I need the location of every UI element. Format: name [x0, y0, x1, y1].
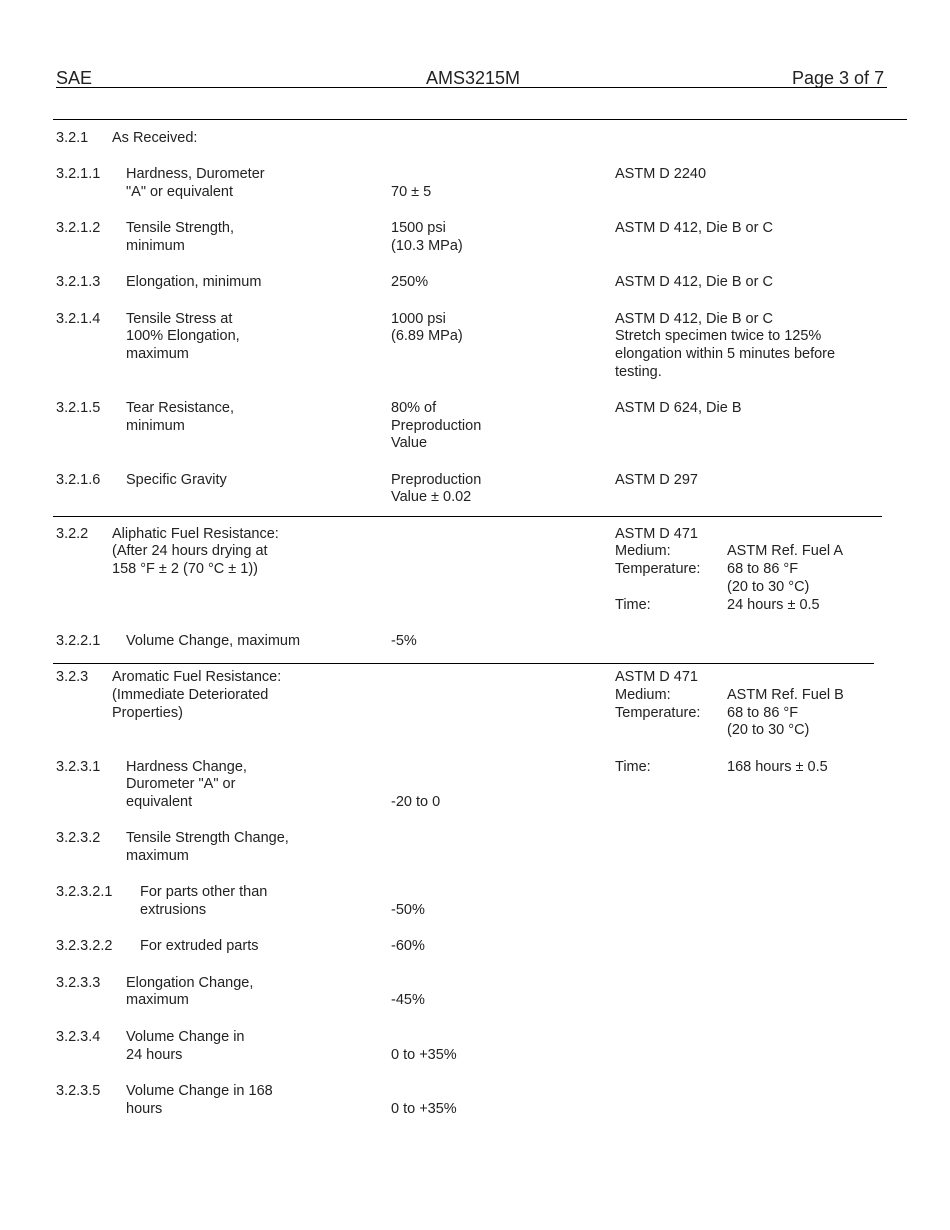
section-title: Aromatic Fuel Resistance: [112, 669, 282, 685]
requirement-label: extrusions [140, 902, 207, 918]
condition-value: (20 to 30 °C) [727, 579, 810, 595]
section-number: 3.2.3.1 [56, 759, 101, 775]
section-subtitle: (After 24 hours drying at [112, 543, 268, 559]
requirement-label: 24 hours [126, 1047, 183, 1063]
test-method: ASTM D 471 [615, 669, 698, 685]
requirement-value: 0 to +35% [391, 1047, 457, 1063]
requirement-value: 0 to +35% [391, 1101, 457, 1117]
header-divider [53, 119, 907, 120]
requirement-label: hours [126, 1101, 163, 1117]
condition-key: Temperature: [615, 561, 701, 577]
requirement-label: Elongation, minimum [126, 274, 262, 290]
requirement-value: -50% [391, 902, 425, 918]
requirement-value: 1500 psi [391, 220, 446, 236]
section-number: 3.2.3.4 [56, 1029, 101, 1045]
requirement-label: Elongation Change, [126, 975, 254, 991]
requirement-label: Tear Resistance, [126, 400, 234, 416]
requirement-label: Tensile Strength, [126, 220, 235, 236]
requirement-label: minimum [126, 418, 185, 434]
section-subtitle: Properties) [112, 705, 183, 721]
test-method-note: elongation within 5 minutes before [615, 346, 836, 362]
section-number: 3.2.1 [56, 130, 89, 146]
requirement-label: Durometer "A" or [126, 776, 236, 792]
requirement-label: Specific Gravity [126, 472, 227, 488]
requirement-value: -45% [391, 992, 425, 1008]
section-subtitle: 158 °F ± 2 (70 °C ± 1)) [112, 561, 258, 577]
requirement-label: For parts other than [140, 884, 268, 900]
requirement-value: 70 ± 5 [391, 184, 432, 200]
section-number: 3.2.3.5 [56, 1083, 101, 1099]
requirement-value: 1000 psi [391, 311, 446, 327]
requirement-value: Value ± 0.02 [391, 489, 472, 505]
requirement-label: "A" or equivalent [126, 184, 234, 200]
requirement-value: -60% [391, 938, 425, 954]
header-doc-number: AMS3215M [426, 68, 521, 88]
test-method: ASTM D 297 [615, 472, 698, 488]
condition-value: ASTM Ref. Fuel B [727, 687, 844, 703]
test-method: ASTM D 412, Die B or C [615, 274, 773, 290]
requirement-label: Volume Change in 168 [126, 1083, 273, 1099]
condition-key: Time: [615, 759, 651, 775]
condition-value: 68 to 86 °F [727, 561, 799, 577]
header-left: SAE [56, 68, 93, 88]
requirement-label: 100% Elongation, [126, 328, 240, 344]
header-underline [56, 87, 887, 88]
requirement-value: 250% [391, 274, 429, 290]
requirement-label: Hardness, Durometer [126, 166, 265, 182]
section-divider [53, 516, 882, 517]
requirement-label: Hardness Change, [126, 759, 247, 775]
requirement-label: maximum [126, 992, 189, 1008]
section-title: As Received: [112, 130, 198, 146]
section-number: 3.2.3.2.2 [56, 938, 113, 954]
requirement-label: For extruded parts [140, 938, 259, 954]
section-number: 3.2.1.3 [56, 274, 101, 290]
requirement-value: (10.3 MPa) [391, 238, 463, 254]
section-subtitle: (Immediate Deteriorated [112, 687, 269, 703]
section-number: 3.2.1.4 [56, 311, 101, 327]
test-method: ASTM D 412, Die B or C [615, 311, 773, 327]
requirement-label: equivalent [126, 794, 193, 810]
condition-value: (20 to 30 °C) [727, 722, 810, 738]
test-method: ASTM D 412, Die B or C [615, 220, 773, 236]
requirement-value: (6.89 MPa) [391, 328, 463, 344]
test-method: ASTM D 624, Die B [615, 400, 742, 416]
requirement-value: Preproduction [391, 418, 482, 434]
section-number: 3.2.1.2 [56, 220, 101, 236]
section-number: 3.2.3 [56, 669, 89, 685]
section-number: 3.2.3.2 [56, 830, 101, 846]
section-number: 3.2.1.1 [56, 166, 101, 182]
condition-key: Time: [615, 597, 651, 613]
requirement-value: Value [391, 435, 428, 451]
requirement-value: -5% [391, 633, 417, 649]
requirement-label: maximum [126, 346, 189, 362]
test-method: ASTM D 2240 [615, 166, 707, 182]
section-number: 3.2.3.2.1 [56, 884, 113, 900]
test-method-note: Stretch specimen twice to 125% [615, 328, 822, 344]
requirement-label: maximum [126, 848, 189, 864]
requirement-label: minimum [126, 238, 185, 254]
header-page-number: Page 3 of 7 [792, 68, 885, 88]
section-number: 3.2.1.5 [56, 400, 101, 416]
section-number: 3.2.2 [56, 526, 89, 542]
section-number: 3.2.3.3 [56, 975, 101, 991]
test-method-note: testing. [615, 364, 662, 380]
condition-value: 24 hours ± 0.5 [727, 597, 820, 613]
section-number: 3.2.1.6 [56, 472, 101, 488]
requirement-value: -20 to 0 [391, 794, 441, 810]
requirement-label: Tensile Stress at [126, 311, 233, 327]
requirement-value: 80% of [391, 400, 437, 416]
requirement-value: Preproduction [391, 472, 482, 488]
section-divider [53, 663, 874, 664]
section-number: 3.2.2.1 [56, 633, 101, 649]
condition-value: 168 hours ± 0.5 [727, 759, 828, 775]
section-title: Aliphatic Fuel Resistance: [112, 526, 279, 542]
requirement-label: Tensile Strength Change, [126, 830, 289, 846]
condition-key: Medium: [615, 543, 671, 559]
condition-key: Medium: [615, 687, 671, 703]
test-method: ASTM D 471 [615, 526, 698, 542]
condition-key: Temperature: [615, 705, 701, 721]
requirement-label: Volume Change, maximum [126, 633, 301, 649]
condition-value: 68 to 86 °F [727, 705, 799, 721]
requirement-label: Volume Change in [126, 1029, 245, 1045]
condition-value: ASTM Ref. Fuel A [727, 543, 844, 559]
